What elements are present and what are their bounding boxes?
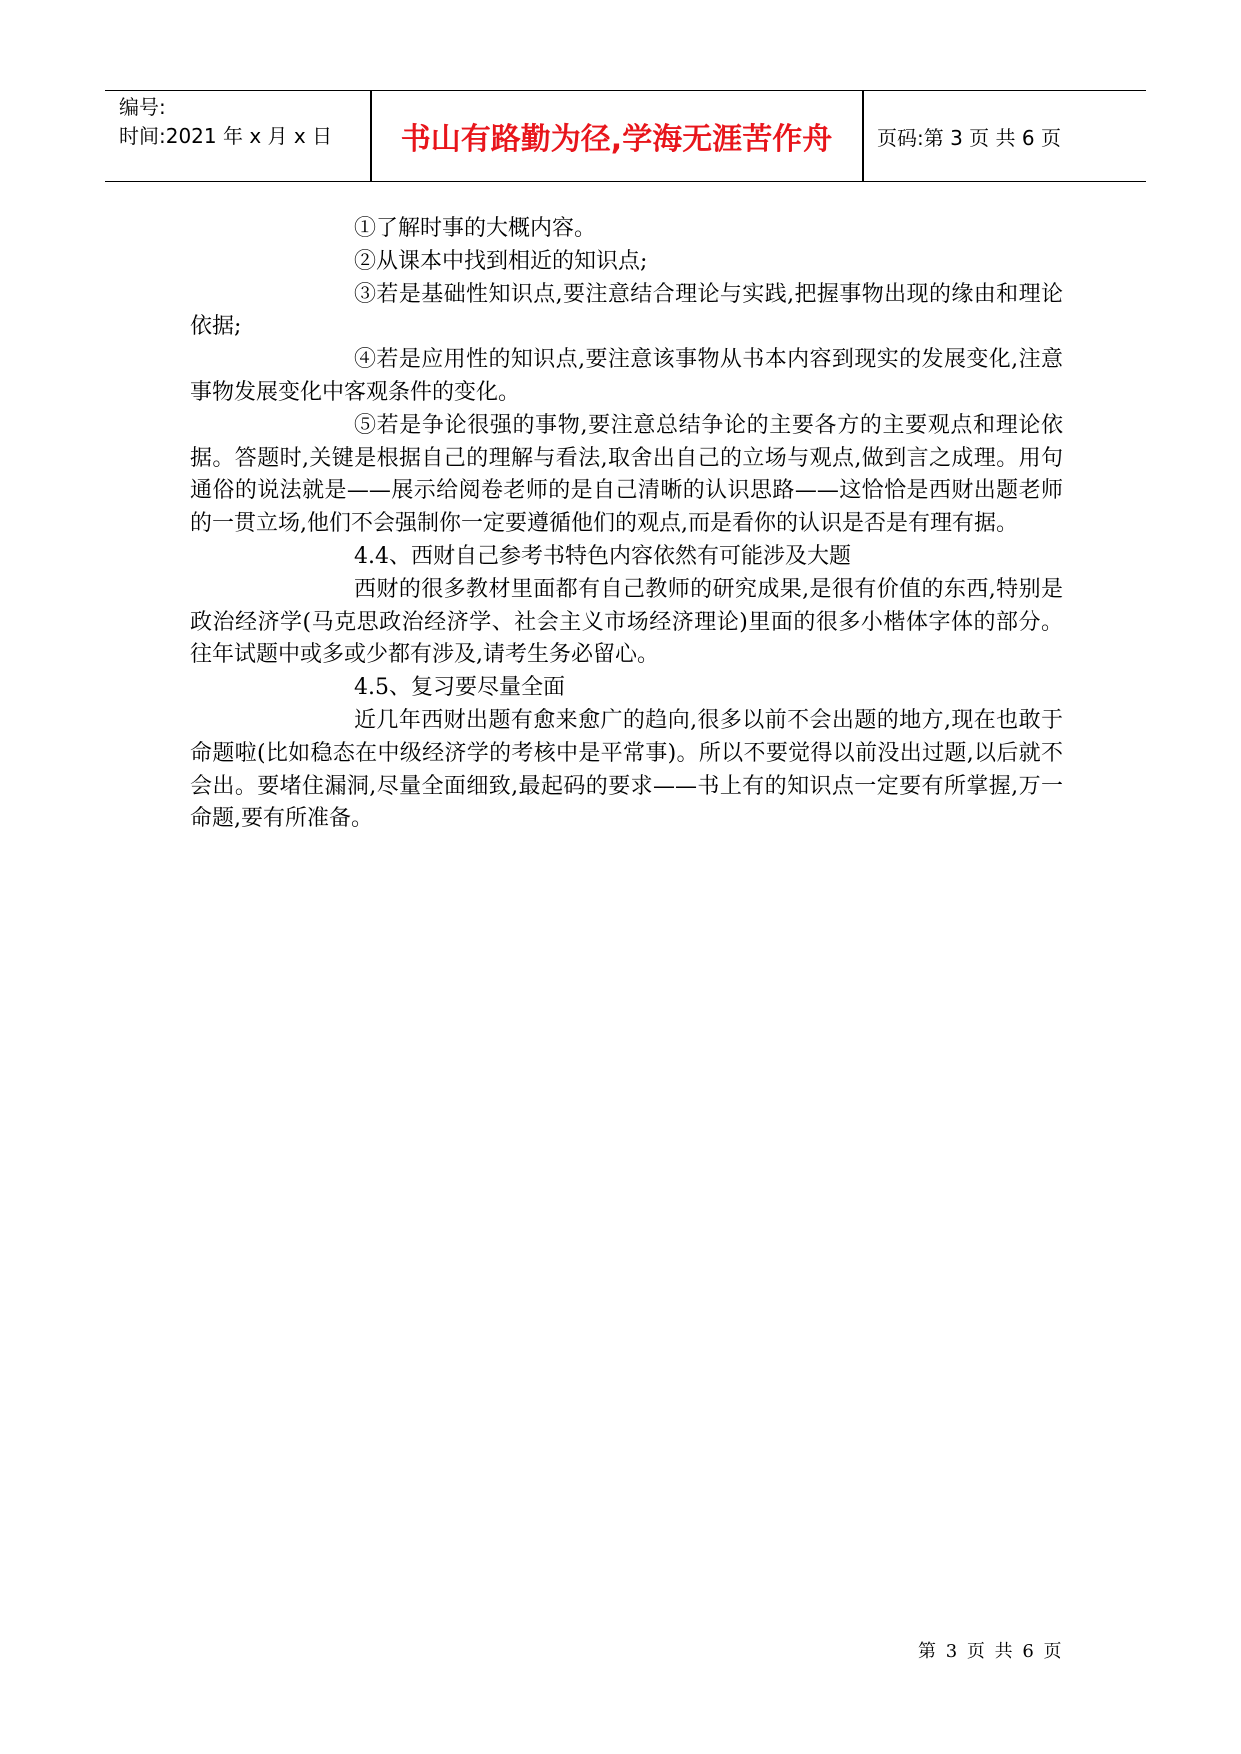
- document-body: [190, 213, 1063, 836]
- body-paragraph: ①了解时事的大概内容。: [354, 216, 597, 241]
- body-paragraph: ⑤若是争论很强的事物,要注意总结争论的主要各方的主要观点和理论依据。答题时,关键是根据自己的理解与看法,取舍出自己的立场与观点,做到言之成理。用句通俗的说法就是——展示给阅卷老师的是自己清晰的认识思路——这恰恰是西财出题老师的一贯立场,他们不会强制你一定要遵循他们的观点,而是看你的认识是否是有理有据。: [190, 412, 1063, 537]
- header-page-info: 页码:第 3 页 共 6 页: [877, 125, 1061, 150]
- body-paragraph: ②从课本中找到相近的知识点;: [354, 248, 648, 274]
- document-header: [105, 90, 1146, 182]
- body-paragraph: 近几年西财出题有愈来愈广的趋向,很多以前不会出题的地方,现在也敢于命题啦(比如稳态在中级经济学的考核中是平常事)。所以不要觉得以前没出过题,以后就不会出。要堵住漏洞,尽量全面细致,最起码的要求——书上有的知识点一定要有所掌握,万一命题,要有所准备。: [190, 707, 1063, 832]
- document-number-label: 编号:: [119, 95, 166, 119]
- section-heading: 4.4、西财自己参考书特色内容依然有可能涉及大题: [354, 543, 851, 569]
- section-heading: 4.5、复习要尽量全面: [354, 675, 565, 701]
- document-time-label: 时间:2021 年 x 月 x 日: [119, 124, 333, 148]
- header-motto: 书山有路勤为径,学海无涯苦作舟: [400, 122, 833, 157]
- header-divider: [862, 91, 864, 181]
- header-meta: [119, 93, 332, 151]
- body-paragraph: ③若是基础性知识点,要注意结合理论与实践,把握事物出现的缘由和理论依据;: [190, 281, 1063, 340]
- body-paragraph: ④若是应用性的知识点,要注意该事物从书本内容到现实的发展变化,注意事物发展变化中客观条件的变化。: [190, 347, 1063, 405]
- body-paragraph: 西财的很多教材里面都有自己教师的研究成果,是很有价值的东西,特别是政治经济学(马克思政治经济学、社会主义市场经济理论)里面的很多小楷体字体的部分。往年试题中或多或少都有涉及,请考生务必留心。: [190, 576, 1063, 668]
- page-footer: 第 3 页 共 6 页: [918, 1641, 1062, 1662]
